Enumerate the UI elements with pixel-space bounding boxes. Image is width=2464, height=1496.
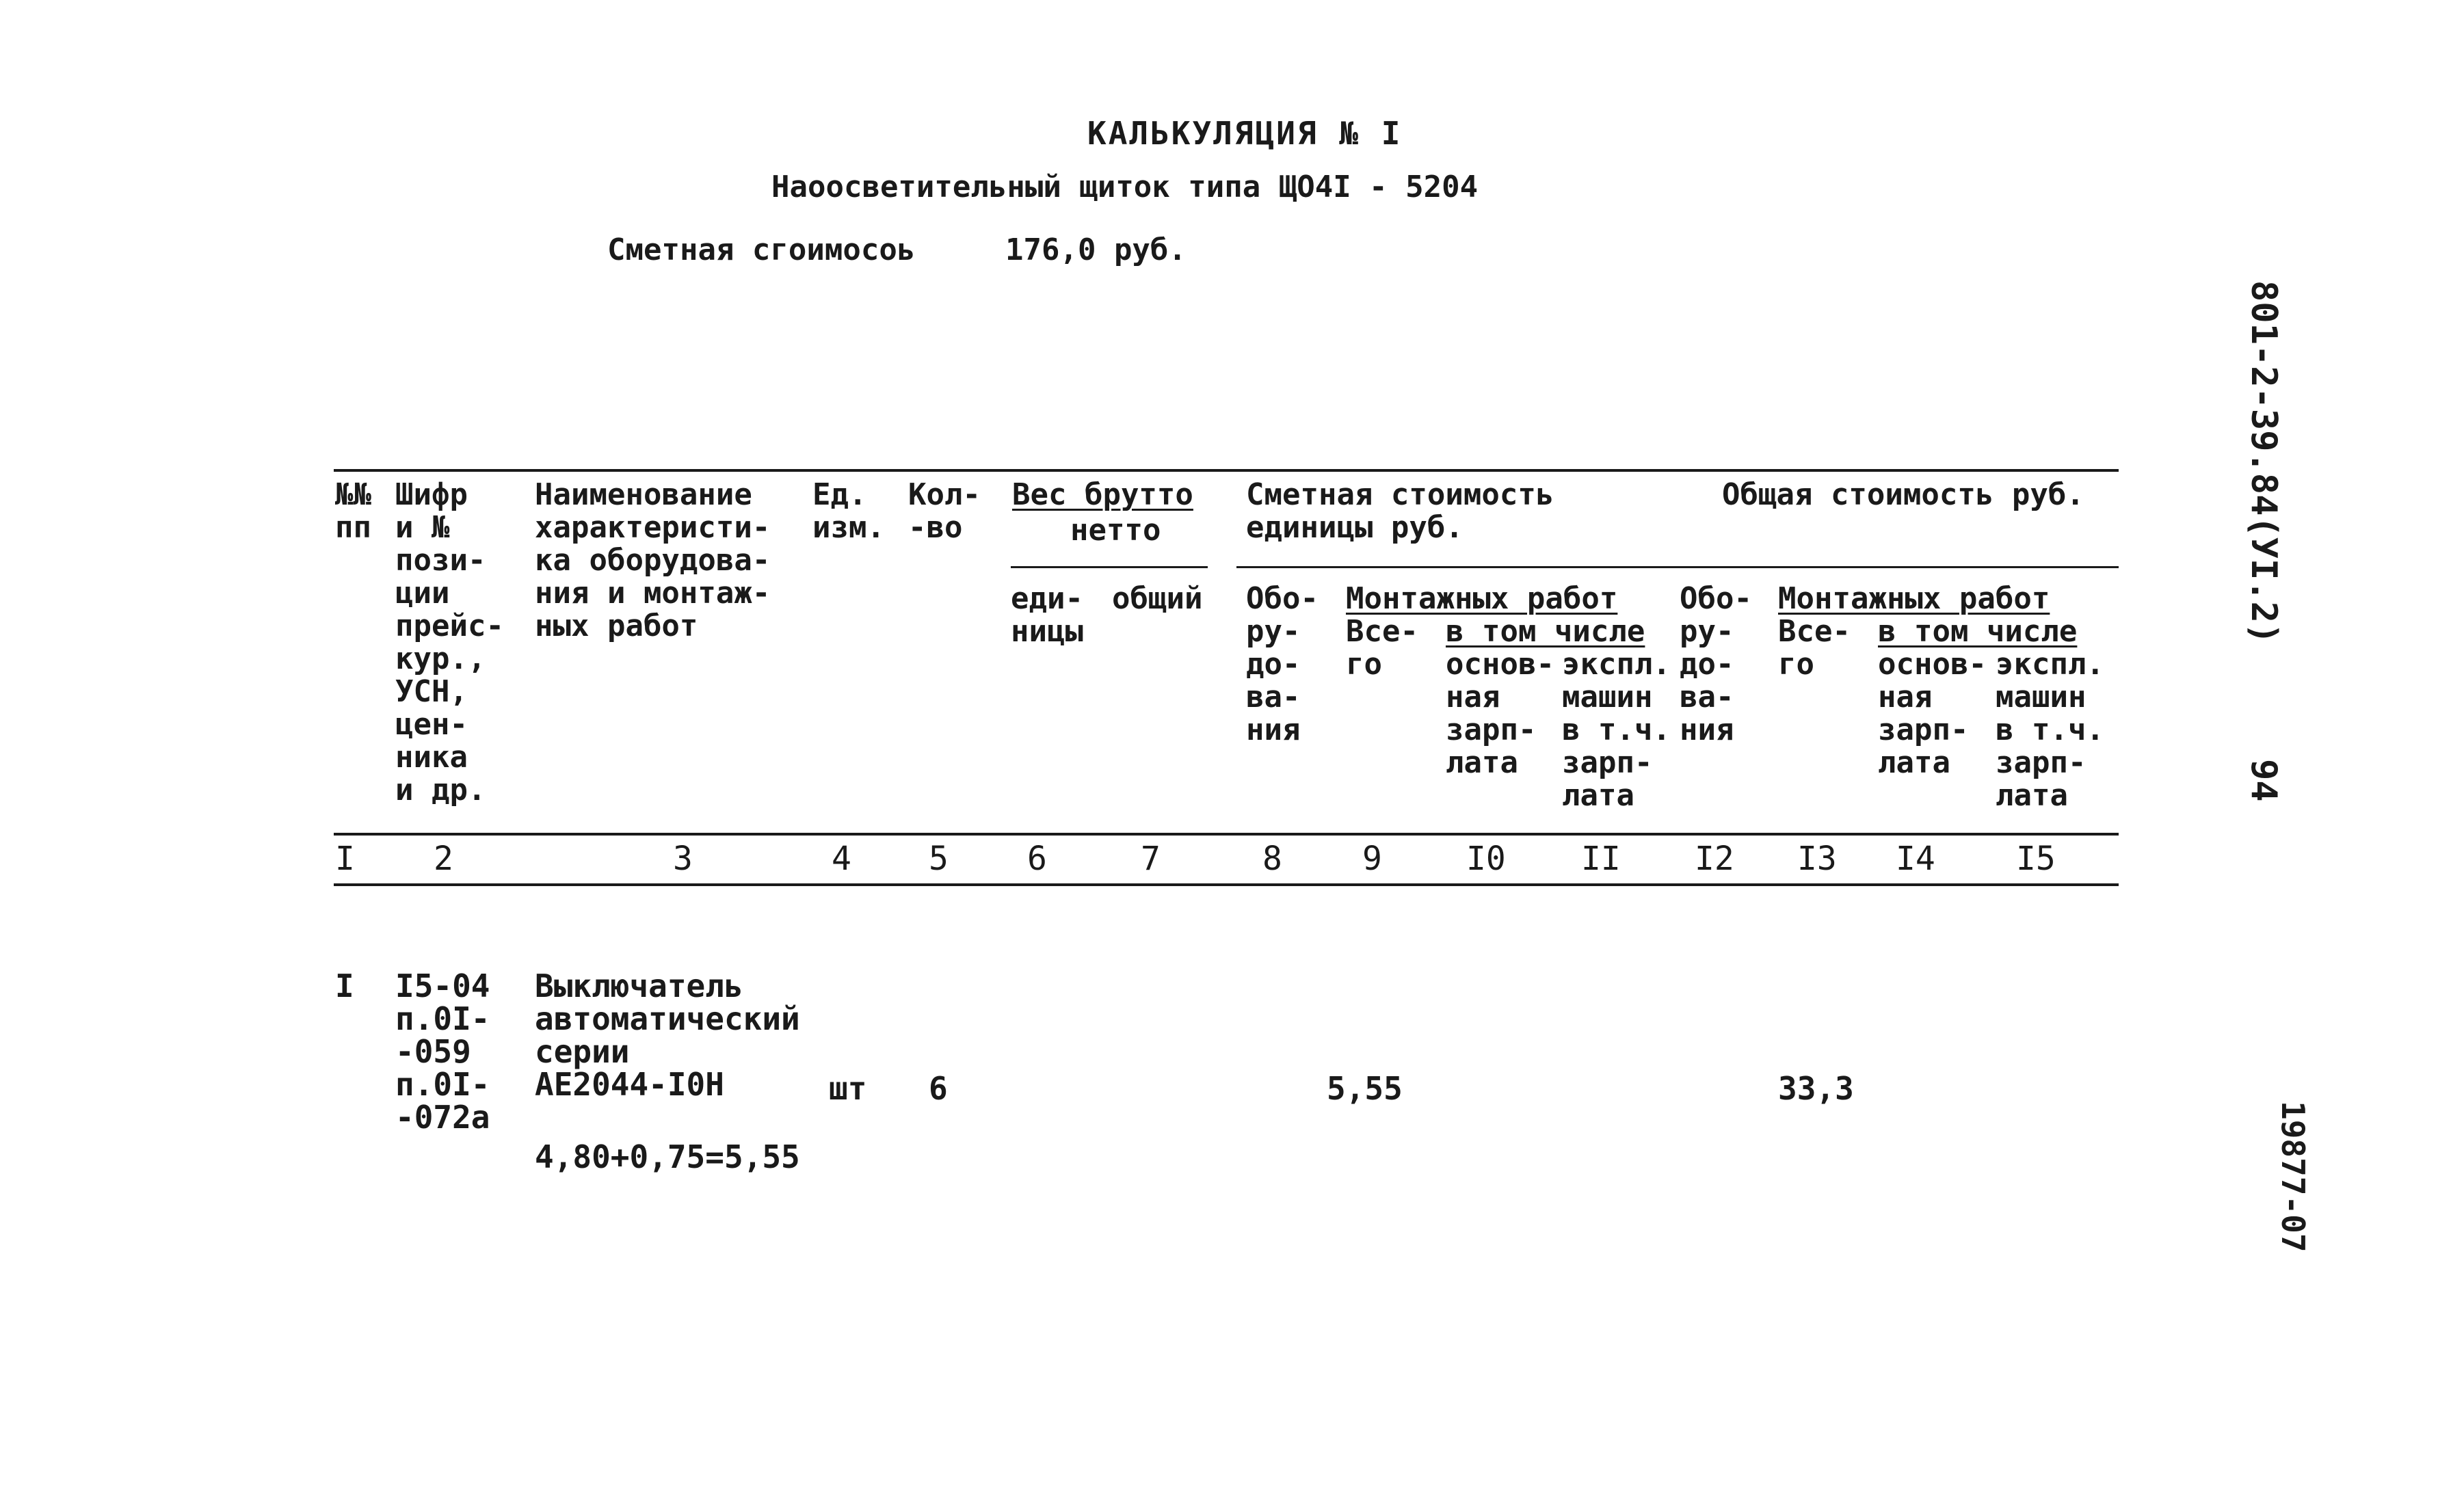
col-header-unit-base-salary: основ- ная зарп- лата: [1446, 647, 1554, 780]
row-qty: 6: [929, 1070, 948, 1107]
col-header-total-all: Все- го: [1778, 614, 1851, 682]
col-header-total-cost: Общая стоимость руб.: [1722, 477, 2084, 512]
col-header-weight-total: общий: [1112, 581, 1203, 616]
weight-subheader-rule: [1011, 566, 1208, 568]
col-number: 2: [434, 840, 453, 878]
col-header-code: Шифр и № пози- ции прейс- кур., УСН, цен- ника и др.: [395, 477, 504, 807]
row-code: I5-04 п.0I- -059 п.0I- -072а: [395, 967, 490, 1136]
row-unit: шт: [829, 1070, 867, 1107]
col-header-qty: Кол- -во: [908, 477, 981, 545]
col-header-unit: Ед. изм.: [812, 477, 885, 545]
col-header-total-machine-op: экспл. машин в т.ч. зарп- лата: [1996, 647, 2104, 813]
document-subtitle: Наоосветительный щиток типа ЩО4I - 5204: [771, 170, 1479, 204]
col-header-total-installation: Монтажных работ: [1778, 581, 2050, 616]
cost-subheader-rule: [1236, 566, 2119, 568]
col-number: II: [1581, 840, 1621, 878]
col-number: I4: [1896, 840, 1935, 878]
row-unit-install-total: 5,55: [1327, 1070, 1403, 1107]
col-number: 8: [1262, 840, 1282, 878]
col-header-name: Наименование характеристи- ка оборудова- ния и монтаж- ных работ: [535, 477, 771, 643]
col-number: I2: [1695, 840, 1734, 878]
row-number: I: [335, 967, 354, 1004]
header-bottom-rule: [334, 833, 2119, 836]
col-number: I0: [1466, 840, 1506, 878]
estimated-cost-label: Сметная сгоимосоь: [607, 232, 916, 267]
col-header-unit-installation: Монтажных работ: [1346, 581, 1618, 616]
col-number: I: [335, 840, 355, 878]
col-header-num: №№ пп: [335, 477, 371, 545]
col-header-weight-unit: еди- ницы: [1011, 581, 1083, 649]
doc-code-label: 801-2-39.84(УI.2): [2243, 280, 2284, 645]
col-header-unit-cost: Сметная стоимость единицы руб.: [1246, 477, 1554, 545]
row-name: Выключатель автоматический серии АЕ2044-I0Н: [535, 967, 800, 1103]
page-number: 94: [2243, 759, 2284, 802]
table-top-rule: [334, 469, 2119, 472]
col-header-unit-machine-op: экспл. машин в т.ч. зарп- лата: [1562, 647, 1671, 813]
col-header-unit-all: Все- го: [1346, 614, 1418, 682]
col-header-weight-brutto: Вес брутто: [1012, 477, 1193, 512]
row-calculation: 4,80+0,75=5,55: [535, 1138, 800, 1175]
col-number: 6: [1027, 840, 1047, 878]
col-header-total-equipment: Обо- ру- до- ва- ния: [1680, 581, 1752, 747]
col-numbers-bottom-rule: [334, 883, 2119, 886]
col-number: I3: [1797, 840, 1837, 878]
col-number: 7: [1141, 840, 1161, 878]
document-title: КАЛЬКУЛЯЦИЯ № I: [1087, 115, 1403, 152]
archive-code-label: 19877-07: [2275, 1101, 2311, 1253]
col-number: I5: [2016, 840, 2056, 878]
col-header-total-base-salary: основ- ная зарп- лата: [1878, 647, 1987, 780]
estimated-cost-value: 176,0 руб.: [1005, 232, 1187, 267]
col-number: 9: [1362, 840, 1382, 878]
col-header-weight-netto: нетто: [1070, 513, 1161, 548]
col-header-unit-including: в том числе: [1446, 614, 1645, 649]
col-header-unit-equipment: Обо- ру- до- ва- ния: [1246, 581, 1319, 747]
row-total-install: 33,3: [1778, 1070, 1854, 1107]
col-number: 4: [832, 840, 851, 878]
col-header-total-including: в том числе: [1878, 614, 2078, 649]
col-number: 5: [929, 840, 949, 878]
col-number: 3: [673, 840, 693, 878]
